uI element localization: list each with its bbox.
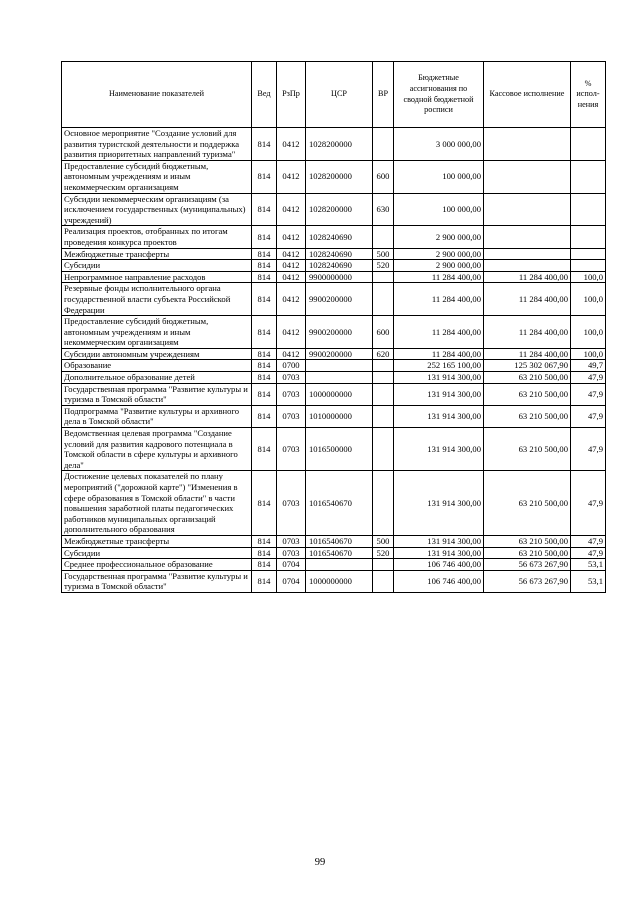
cell-csr bbox=[306, 372, 373, 384]
cell-vr: 500 bbox=[373, 248, 394, 260]
cell-ved: 814 bbox=[252, 428, 277, 471]
cell-vr bbox=[373, 559, 394, 571]
header-vr: ВР bbox=[373, 62, 394, 128]
cell-budget: 100 000,00 bbox=[394, 160, 484, 193]
cell-name: Государственная программа "Развитие культуры и туризма в Томской области" bbox=[62, 570, 252, 592]
cell-rzpr: 0412 bbox=[277, 283, 306, 316]
cell-name: Субсидии некоммерческим организациям (за исключением государственных (муниципальных) учреждений) bbox=[62, 193, 252, 226]
cell-vr bbox=[373, 226, 394, 248]
cell-pct: 47,9 bbox=[571, 428, 606, 471]
cell-pct: 47,9 bbox=[571, 383, 606, 405]
cell-pct: 100,0 bbox=[571, 283, 606, 316]
table-row bbox=[62, 360, 606, 372]
cell-budget: 131 914 300,00 bbox=[394, 383, 484, 405]
cell-vr bbox=[373, 570, 394, 592]
cell-vr bbox=[373, 360, 394, 372]
cell-vr bbox=[373, 383, 394, 405]
cell-rzpr: 0703 bbox=[277, 372, 306, 384]
cell-rzpr: 0412 bbox=[277, 160, 306, 193]
cell-budget: 2 900 000,00 bbox=[394, 226, 484, 248]
cell-pct: 100,0 bbox=[571, 271, 606, 283]
cell-rzpr: 0703 bbox=[277, 547, 306, 559]
cell-budget: 11 284 400,00 bbox=[394, 316, 484, 349]
header-budget: Бюджетные ассигнования по сводной бюджетной росписи bbox=[394, 62, 484, 128]
cell-pct: 47,9 bbox=[571, 535, 606, 547]
cell-budget: 131 914 300,00 bbox=[394, 405, 484, 427]
cell-vr bbox=[373, 283, 394, 316]
table-row bbox=[62, 193, 606, 226]
cell-cash: 56 673 267,90 bbox=[484, 570, 571, 592]
cell-name: Субсидии bbox=[62, 547, 252, 559]
cell-ved: 814 bbox=[252, 283, 277, 316]
table-row bbox=[62, 547, 606, 559]
cell-cash: 63 210 500,00 bbox=[484, 471, 571, 536]
cell-name: Ведомственная целевая программа "Создание условий для развития кадрового потенциала в Томской области в сфере культуры и архивного дела" bbox=[62, 428, 252, 471]
cell-ved: 814 bbox=[252, 128, 277, 161]
cell-pct bbox=[571, 248, 606, 260]
cell-pct: 49,7 bbox=[571, 360, 606, 372]
cell-budget: 11 284 400,00 bbox=[394, 348, 484, 360]
cell-budget: 131 914 300,00 bbox=[394, 428, 484, 471]
cell-pct: 47,9 bbox=[571, 547, 606, 559]
cell-cash: 63 210 500,00 bbox=[484, 405, 571, 427]
cell-ved: 814 bbox=[252, 160, 277, 193]
cell-pct: 47,9 bbox=[571, 372, 606, 384]
cell-rzpr: 0704 bbox=[277, 570, 306, 592]
cell-cash bbox=[484, 193, 571, 226]
cell-cash: 63 210 500,00 bbox=[484, 428, 571, 471]
cell-budget: 106 746 400,00 bbox=[394, 559, 484, 571]
cell-csr: 9900000000 bbox=[306, 271, 373, 283]
cell-rzpr: 0704 bbox=[277, 559, 306, 571]
cell-ved: 814 bbox=[252, 360, 277, 372]
cell-ved: 814 bbox=[252, 405, 277, 427]
cell-pct bbox=[571, 160, 606, 193]
cell-rzpr: 0703 bbox=[277, 428, 306, 471]
cell-ved: 814 bbox=[252, 547, 277, 559]
cell-cash: 11 284 400,00 bbox=[484, 271, 571, 283]
cell-vr bbox=[373, 372, 394, 384]
cell-vr bbox=[373, 405, 394, 427]
cell-name: Реализация проектов, отобранных по итогам проведения конкурса проектов bbox=[62, 226, 252, 248]
cell-budget: 2 900 000,00 bbox=[394, 248, 484, 260]
cell-pct: 47,9 bbox=[571, 405, 606, 427]
cell-budget: 11 284 400,00 bbox=[394, 271, 484, 283]
cell-cash bbox=[484, 160, 571, 193]
table-row bbox=[62, 128, 606, 161]
cell-ved: 814 bbox=[252, 372, 277, 384]
cell-budget: 2 900 000,00 bbox=[394, 260, 484, 272]
cell-name: Межбюджетные трансферты bbox=[62, 535, 252, 547]
cell-csr: 9900200000 bbox=[306, 316, 373, 349]
cell-csr: 1000000000 bbox=[306, 383, 373, 405]
cell-csr: 1016540670 bbox=[306, 547, 373, 559]
cell-rzpr: 0703 bbox=[277, 535, 306, 547]
cell-pct: 53,1 bbox=[571, 559, 606, 571]
cell-rzpr: 0703 bbox=[277, 383, 306, 405]
cell-rzpr: 0412 bbox=[277, 260, 306, 272]
table-header-row bbox=[62, 62, 606, 128]
cell-csr: 1028200000 bbox=[306, 128, 373, 161]
cell-ved: 814 bbox=[252, 570, 277, 592]
table-row bbox=[62, 559, 606, 571]
cell-budget: 131 914 300,00 bbox=[394, 372, 484, 384]
cell-budget: 106 746 400,00 bbox=[394, 570, 484, 592]
cell-cash bbox=[484, 226, 571, 248]
cell-budget: 11 284 400,00 bbox=[394, 283, 484, 316]
cell-pct: 53,1 bbox=[571, 570, 606, 592]
cell-cash: 63 210 500,00 bbox=[484, 383, 571, 405]
cell-ved: 814 bbox=[252, 383, 277, 405]
cell-pct: 47,9 bbox=[571, 471, 606, 536]
cell-csr: 9900200000 bbox=[306, 348, 373, 360]
cell-pct bbox=[571, 226, 606, 248]
cell-name: Подпрограмма "Развитие культуры и архивного дела в Томской области" bbox=[62, 405, 252, 427]
cell-csr bbox=[306, 559, 373, 571]
cell-vr: 500 bbox=[373, 535, 394, 547]
cell-pct: 100,0 bbox=[571, 316, 606, 349]
cell-ved: 814 bbox=[252, 535, 277, 547]
table-row bbox=[62, 226, 606, 248]
cell-ved: 814 bbox=[252, 471, 277, 536]
cell-pct bbox=[571, 193, 606, 226]
cell-csr: 1010000000 bbox=[306, 405, 373, 427]
table-row bbox=[62, 535, 606, 547]
cell-cash bbox=[484, 260, 571, 272]
budget-table bbox=[61, 61, 606, 593]
cell-rzpr: 0412 bbox=[277, 248, 306, 260]
cell-budget: 252 165 100,00 bbox=[394, 360, 484, 372]
cell-budget: 3 000 000,00 bbox=[394, 128, 484, 161]
table-row bbox=[62, 471, 606, 536]
header-cash: Кассовое исполнение bbox=[484, 62, 571, 128]
cell-name: Достижение целевых показателей по плану мероприятий ("дорожной карте") "Изменения в сфере образования в Томской области" в части повышения заработной платы педагогических работников муниципальных организаций дополнительного образования bbox=[62, 471, 252, 536]
cell-name: Образование bbox=[62, 360, 252, 372]
cell-csr: 1028200000 bbox=[306, 193, 373, 226]
header-rzpr: РзПр bbox=[277, 62, 306, 128]
cell-rzpr: 0412 bbox=[277, 128, 306, 161]
header-pct: % испол-нения bbox=[571, 62, 606, 128]
cell-name: Предоставление субсидий бюджетным, автономным учреждениям и иным некоммерческим организациям bbox=[62, 316, 252, 349]
cell-cash bbox=[484, 248, 571, 260]
cell-csr: 1016540670 bbox=[306, 535, 373, 547]
cell-name: Субсидии автономным учреждениям bbox=[62, 348, 252, 360]
cell-vr: 520 bbox=[373, 260, 394, 272]
cell-ved: 814 bbox=[252, 559, 277, 571]
table-row bbox=[62, 260, 606, 272]
cell-vr: 600 bbox=[373, 160, 394, 193]
table-row bbox=[62, 316, 606, 349]
cell-name: Непрограммное направление расходов bbox=[62, 271, 252, 283]
cell-name: Резервные фонды исполнительного органа государственной власти субъекта Российской Федерации bbox=[62, 283, 252, 316]
cell-budget: 131 914 300,00 bbox=[394, 535, 484, 547]
cell-rzpr: 0412 bbox=[277, 271, 306, 283]
cell-rzpr: 0703 bbox=[277, 405, 306, 427]
cell-name: Дополнительное образование детей bbox=[62, 372, 252, 384]
cell-csr: 1028200000 bbox=[306, 160, 373, 193]
table-row bbox=[62, 348, 606, 360]
cell-name: Основное мероприятие "Создание условий для развития туристской деятельности и поддержка развития приоритетных направлений туризма" bbox=[62, 128, 252, 161]
table-row bbox=[62, 383, 606, 405]
table-row bbox=[62, 271, 606, 283]
table-row bbox=[62, 372, 606, 384]
cell-cash: 11 284 400,00 bbox=[484, 316, 571, 349]
table-row bbox=[62, 248, 606, 260]
cell-budget: 131 914 300,00 bbox=[394, 547, 484, 559]
page-number: 99 bbox=[314, 857, 326, 868]
cell-name: Межбюджетные трансферты bbox=[62, 248, 252, 260]
cell-vr: 630 bbox=[373, 193, 394, 226]
cell-ved: 814 bbox=[252, 348, 277, 360]
cell-vr bbox=[373, 271, 394, 283]
cell-vr bbox=[373, 471, 394, 536]
cell-csr: 1028240690 bbox=[306, 226, 373, 248]
cell-cash: 63 210 500,00 bbox=[484, 372, 571, 384]
cell-ved: 814 bbox=[252, 248, 277, 260]
cell-cash bbox=[484, 128, 571, 161]
cell-cash: 63 210 500,00 bbox=[484, 547, 571, 559]
cell-rzpr: 0412 bbox=[277, 226, 306, 248]
cell-csr bbox=[306, 360, 373, 372]
cell-budget: 131 914 300,00 bbox=[394, 471, 484, 536]
cell-cash: 11 284 400,00 bbox=[484, 283, 571, 316]
cell-csr: 1016540670 bbox=[306, 471, 373, 536]
header-ved: Вед bbox=[252, 62, 277, 128]
table-row bbox=[62, 570, 606, 592]
cell-ved: 814 bbox=[252, 260, 277, 272]
budget-execution-sheet bbox=[61, 61, 605, 593]
cell-ved: 814 bbox=[252, 226, 277, 248]
cell-cash: 125 302 067,90 bbox=[484, 360, 571, 372]
cell-ved: 814 bbox=[252, 316, 277, 349]
cell-vr bbox=[373, 428, 394, 471]
table-row bbox=[62, 405, 606, 427]
cell-rzpr: 0700 bbox=[277, 360, 306, 372]
cell-cash: 63 210 500,00 bbox=[484, 535, 571, 547]
table-row bbox=[62, 160, 606, 193]
cell-name: Среднее профессиональное образование bbox=[62, 559, 252, 571]
cell-csr: 1000000000 bbox=[306, 570, 373, 592]
table-row bbox=[62, 283, 606, 316]
cell-budget: 100 000,00 bbox=[394, 193, 484, 226]
cell-pct bbox=[571, 128, 606, 161]
cell-csr: 1028240690 bbox=[306, 248, 373, 260]
cell-pct bbox=[571, 260, 606, 272]
table-row bbox=[62, 428, 606, 471]
cell-name: Государственная программа "Развитие культуры и туризма в Томской области" bbox=[62, 383, 252, 405]
cell-vr: 520 bbox=[373, 547, 394, 559]
cell-rzpr: 0412 bbox=[277, 193, 306, 226]
header-name: Наименование показателей bbox=[62, 62, 252, 128]
header-csr: ЦСР bbox=[306, 62, 373, 128]
cell-cash: 11 284 400,00 bbox=[484, 348, 571, 360]
cell-pct: 100,0 bbox=[571, 348, 606, 360]
cell-vr bbox=[373, 128, 394, 161]
cell-name: Предоставление субсидий бюджетным, автономным учреждениям и иным некоммерческим организациям bbox=[62, 160, 252, 193]
cell-ved: 814 bbox=[252, 271, 277, 283]
cell-rzpr: 0412 bbox=[277, 348, 306, 360]
cell-vr: 620 bbox=[373, 348, 394, 360]
cell-rzpr: 0412 bbox=[277, 316, 306, 349]
cell-rzpr: 0703 bbox=[277, 471, 306, 536]
cell-name: Субсидии bbox=[62, 260, 252, 272]
cell-vr: 600 bbox=[373, 316, 394, 349]
cell-csr: 1028240690 bbox=[306, 260, 373, 272]
cell-csr: 9900200000 bbox=[306, 283, 373, 316]
cell-cash: 56 673 267,90 bbox=[484, 559, 571, 571]
cell-ved: 814 bbox=[252, 193, 277, 226]
cell-csr: 1016500000 bbox=[306, 428, 373, 471]
